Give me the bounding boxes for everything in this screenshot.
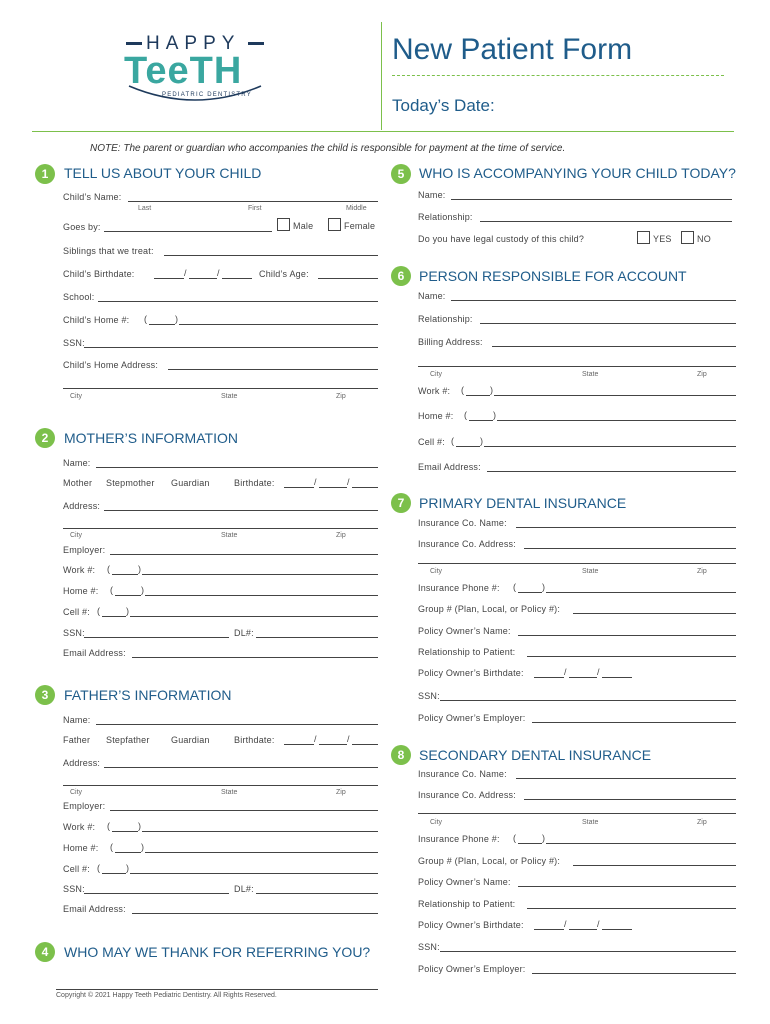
zip-sublabel: Zip xyxy=(336,789,346,796)
secondary-ins-phone-area[interactable] xyxy=(518,843,542,844)
mother-email-field[interactable] xyxy=(132,657,378,658)
paren-close: ) xyxy=(141,585,144,595)
secondary-ins-name-field[interactable] xyxy=(516,778,736,779)
childs-name-field[interactable] xyxy=(128,201,378,202)
child-home-address-field[interactable] xyxy=(168,369,378,370)
primary-owner-bd-month[interactable] xyxy=(534,677,564,678)
secondary-ssn-label: SSN: xyxy=(418,942,440,952)
city-sublabel: City xyxy=(70,393,83,400)
primary-owner-employer-label: Policy Owner’s Employer: xyxy=(418,713,526,723)
father-address-label: Address: xyxy=(63,758,101,768)
mother-cell-field[interactable] xyxy=(130,616,378,617)
header-divider-vertical xyxy=(381,22,382,130)
primary-ins-phone-area[interactable] xyxy=(518,592,542,593)
mother-birthdate-day[interactable] xyxy=(319,487,347,488)
father-home-area[interactable] xyxy=(115,852,141,853)
state-sublabel: State xyxy=(582,568,599,575)
section-1-title: TELL US ABOUT YOUR CHILD xyxy=(64,165,262,181)
slash: / xyxy=(564,919,567,929)
section-3-number: 3 xyxy=(35,685,55,705)
responsible-email-label: Email Address: xyxy=(418,462,481,472)
primary-ins-address-label: Insurance Co. Address: xyxy=(418,539,516,549)
paren-close: ) xyxy=(493,410,496,420)
father-cell-label: Cell #: xyxy=(63,864,90,874)
mother-email-label: Email Address: xyxy=(63,648,126,658)
secondary-owner-bd-day[interactable] xyxy=(569,929,597,930)
primary-relationship-label: Relationship to Patient: xyxy=(418,647,516,657)
mother-home-field[interactable] xyxy=(145,595,378,596)
responsible-relationship-field[interactable] xyxy=(480,323,736,324)
siblings-label: Siblings that we treat: xyxy=(63,246,154,256)
father-cell-field[interactable] xyxy=(130,873,378,874)
father-work-area[interactable] xyxy=(112,831,138,832)
child-home-address-label: Child’s Home Address: xyxy=(63,360,159,370)
mother-work-field[interactable] xyxy=(142,574,378,575)
mother-cell-label: Cell #: xyxy=(63,607,90,617)
zip-sublabel: Zip xyxy=(697,819,707,826)
stepfather-option[interactable]: Stepfather xyxy=(106,735,150,745)
child-home-phone-area[interactable] xyxy=(149,324,175,325)
guardian-option[interactable]: Guardian xyxy=(171,478,210,488)
secondary-group-label: Group # (Plan, Local, or Policy #): xyxy=(418,856,561,866)
responsible-cell-area[interactable] xyxy=(456,446,480,447)
secondary-owner-name-field[interactable] xyxy=(518,886,736,887)
custody-no-label: NO xyxy=(697,234,711,244)
paren-close: ) xyxy=(138,821,141,831)
accompany-relationship-field[interactable] xyxy=(480,221,732,222)
custody-yes-label: YES xyxy=(653,234,672,244)
secondary-relationship-label: Relationship to Patient: xyxy=(418,899,516,909)
primary-owner-name-field[interactable] xyxy=(518,635,736,636)
secondary-ins-address-field[interactable] xyxy=(524,799,736,800)
state-sublabel: State xyxy=(221,393,238,400)
child-ssn-field[interactable] xyxy=(84,347,378,348)
primary-ins-phone-field[interactable] xyxy=(546,592,736,593)
custody-question: Do you have legal custody of this child? xyxy=(418,234,585,244)
slash: / xyxy=(314,734,317,744)
primary-owner-employer-field[interactable] xyxy=(532,722,736,723)
billing-address-label: Billing Address: xyxy=(418,337,483,347)
section-8-number: 8 xyxy=(391,745,411,765)
logo-dash-right xyxy=(248,42,264,45)
child-home-phone-label: Child’s Home #: xyxy=(63,315,130,325)
mother-ssn-label: SSN: xyxy=(63,628,85,638)
city-sublabel: City xyxy=(430,568,443,575)
siblings-field[interactable] xyxy=(164,255,378,256)
mother-birthdate-month[interactable] xyxy=(284,487,314,488)
header-divider-horizontal xyxy=(32,131,734,132)
primary-relationship-field[interactable] xyxy=(527,656,736,657)
father-employer-label: Employer: xyxy=(63,801,106,811)
responsible-home-area[interactable] xyxy=(469,420,493,421)
city-sublabel: City xyxy=(70,789,83,796)
father-address-field[interactable] xyxy=(104,767,378,768)
responsible-work-label: Work #: xyxy=(418,386,451,396)
todays-date-label: Today’s Date: xyxy=(392,96,495,115)
responsible-name-label: Name: xyxy=(418,291,446,301)
primary-ssn-label: SSN: xyxy=(418,691,440,701)
responsible-home-field[interactable] xyxy=(497,420,736,421)
paren-open: ( xyxy=(110,842,113,852)
child-birthdate-month[interactable] xyxy=(154,278,184,279)
primary-group-field[interactable] xyxy=(573,613,736,614)
referral-field[interactable] xyxy=(56,989,378,990)
child-ssn-label: SSN: xyxy=(63,338,85,348)
responsible-cell-field[interactable] xyxy=(484,446,736,447)
primary-owner-name-label: Policy Owner’s Name: xyxy=(418,626,511,636)
father-work-field[interactable] xyxy=(142,831,378,832)
father-birthdate-day[interactable] xyxy=(319,744,347,745)
mother-name-label: Name: xyxy=(63,458,91,468)
billing-address-line2[interactable] xyxy=(418,366,736,367)
paren-open: ( xyxy=(451,436,454,446)
last-sublabel: Last xyxy=(138,205,152,212)
paren-open: ( xyxy=(110,585,113,595)
father-birthdate-year[interactable] xyxy=(352,744,378,745)
secondary-owner-birthdate-label: Policy Owner’s Birthdate: xyxy=(418,920,524,930)
mother-employer-label: Employer: xyxy=(63,545,106,555)
slash: / xyxy=(217,268,220,278)
primary-ins-address-line2[interactable] xyxy=(418,563,736,564)
paren-open: ( xyxy=(107,821,110,831)
state-sublabel: State xyxy=(221,532,238,539)
male-label: Male xyxy=(293,221,314,231)
responsible-relationship-label: Relationship: xyxy=(418,314,473,324)
header-dashed-line xyxy=(392,75,724,76)
paren-open: ( xyxy=(513,582,516,592)
logo-main-text: TeeTH xyxy=(124,50,243,92)
mother-birthdate-label: Birthdate: xyxy=(234,478,275,488)
paren-open: ( xyxy=(461,385,464,395)
school-field[interactable] xyxy=(98,301,378,302)
section-2-title: MOTHER’S INFORMATION xyxy=(64,430,238,446)
father-name-label: Name: xyxy=(63,715,91,725)
accompany-name-field[interactable] xyxy=(451,199,732,200)
goes-by-field[interactable] xyxy=(104,231,272,232)
zip-sublabel: Zip xyxy=(336,393,346,400)
secondary-ssn-field[interactable] xyxy=(440,951,736,952)
child-home-address-line2[interactable] xyxy=(63,388,378,389)
mother-birthdate-year[interactable] xyxy=(352,487,378,488)
child-age-label: Child’s Age: xyxy=(259,269,309,279)
paren-close: ) xyxy=(480,436,483,446)
father-email-field[interactable] xyxy=(132,913,378,914)
secondary-relationship-field[interactable] xyxy=(527,908,736,909)
responsible-work-field[interactable] xyxy=(494,395,736,396)
mother-home-area[interactable] xyxy=(115,595,141,596)
section-7-number: 7 xyxy=(391,493,411,513)
middle-sublabel: Middle xyxy=(346,205,367,212)
mother-address-label: Address: xyxy=(63,501,101,511)
primary-ins-phone-label: Insurance Phone #: xyxy=(418,583,500,593)
custody-no-checkbox[interactable] xyxy=(681,231,694,244)
paren-open: ( xyxy=(107,564,110,574)
section-2-number: 2 xyxy=(35,428,55,448)
primary-ssn-field[interactable] xyxy=(440,700,736,701)
slash: / xyxy=(347,734,350,744)
mother-ssn-field[interactable] xyxy=(84,637,229,638)
father-birthdate-label: Birthdate: xyxy=(234,735,275,745)
secondary-owner-employer-label: Policy Owner’s Employer: xyxy=(418,964,526,974)
primary-group-label: Group # (Plan, Local, or Policy #): xyxy=(418,604,561,614)
state-sublabel: State xyxy=(582,819,599,826)
father-birthdate-month[interactable] xyxy=(284,744,314,745)
paren-open: ( xyxy=(513,833,516,843)
child-birthdate-day[interactable] xyxy=(189,278,217,279)
secondary-owner-employer-field[interactable] xyxy=(532,973,736,974)
section-5-number: 5 xyxy=(391,164,411,184)
slash: / xyxy=(314,477,317,487)
custody-yes-checkbox[interactable] xyxy=(637,231,650,244)
father-dl-label: DL#: xyxy=(234,884,254,894)
mother-dl-label: DL#: xyxy=(234,628,254,638)
secondary-owner-bd-year[interactable] xyxy=(602,929,632,930)
section-5-title: WHO IS ACCOMPANYING YOUR CHILD TODAY? xyxy=(419,165,736,181)
paren-close: ) xyxy=(126,606,129,616)
paren-open: ( xyxy=(97,863,100,873)
slash: / xyxy=(347,477,350,487)
secondary-ins-phone-field[interactable] xyxy=(546,843,736,844)
logo-top-text: HAPPY xyxy=(146,33,241,54)
child-birthdate-year[interactable] xyxy=(222,278,252,279)
primary-ins-address-field[interactable] xyxy=(524,548,736,549)
child-home-phone-field[interactable] xyxy=(179,324,378,325)
secondary-owner-bd-month[interactable] xyxy=(534,929,564,930)
slash: / xyxy=(564,667,567,677)
section-8-title: SECONDARY DENTAL INSURANCE xyxy=(419,747,652,763)
city-sublabel: City xyxy=(430,371,443,378)
city-sublabel: City xyxy=(70,532,83,539)
mother-address-field[interactable] xyxy=(104,510,378,511)
stepmother-option[interactable]: Stepmother xyxy=(106,478,155,488)
section-4-title: WHO MAY WE THANK FOR REFERRING YOU? xyxy=(64,944,371,960)
zip-sublabel: Zip xyxy=(336,532,346,539)
paren-open: ( xyxy=(464,410,467,420)
father-work-label: Work #: xyxy=(63,822,96,832)
mother-employer-field[interactable] xyxy=(110,554,378,555)
section-7-title: PRIMARY DENTAL INSURANCE xyxy=(419,495,627,511)
father-employer-field[interactable] xyxy=(110,810,378,811)
state-sublabel: State xyxy=(221,789,238,796)
payment-note: NOTE: The parent or guardian who accompanies the child is responsible for payment at the time of service. xyxy=(90,143,566,154)
child-birthdate-label: Child’s Birthdate: xyxy=(63,269,135,279)
section-4-number: 4 xyxy=(35,942,55,962)
father-address-line2[interactable] xyxy=(63,785,378,786)
paren-close: ) xyxy=(542,833,545,843)
responsible-email-field[interactable] xyxy=(487,471,736,472)
page-title: New Patient Form xyxy=(392,33,633,66)
responsible-work-area[interactable] xyxy=(466,395,490,396)
secondary-ins-address-label: Insurance Co. Address: xyxy=(418,790,516,800)
slash: / xyxy=(597,919,600,929)
paren-close: ) xyxy=(138,564,141,574)
secondary-owner-name-label: Policy Owner’s Name: xyxy=(418,877,511,887)
section-6-title: PERSON RESPONSIBLE FOR ACCOUNT xyxy=(419,268,687,284)
primary-owner-bd-year[interactable] xyxy=(602,677,632,678)
logo-dash-left xyxy=(126,42,142,45)
section-6-number: 6 xyxy=(391,266,411,286)
father-option[interactable]: Father xyxy=(63,735,91,745)
paren-close: ) xyxy=(141,842,144,852)
father-ssn-field[interactable] xyxy=(84,893,229,894)
first-sublabel: First xyxy=(248,205,262,212)
logo-smile-icon xyxy=(125,84,265,106)
mother-work-area[interactable] xyxy=(112,574,138,575)
slash: / xyxy=(597,667,600,677)
father-home-label: Home #: xyxy=(63,843,99,853)
zip-sublabel: Zip xyxy=(697,568,707,575)
mother-option[interactable]: Mother xyxy=(63,478,93,488)
billing-address-field[interactable] xyxy=(492,346,736,347)
section-3-title: FATHER’S INFORMATION xyxy=(64,687,232,703)
guardian-option[interactable]: Guardian xyxy=(171,735,210,745)
state-sublabel: State xyxy=(582,371,599,378)
female-checkbox[interactable] xyxy=(328,218,341,231)
mother-address-line2[interactable] xyxy=(63,528,378,529)
primary-owner-birthdate-label: Policy Owner’s Birthdate: xyxy=(418,668,524,678)
secondary-ins-phone-label: Insurance Phone #: xyxy=(418,834,500,844)
secondary-ins-address-line2[interactable] xyxy=(418,813,736,814)
father-home-field[interactable] xyxy=(145,852,378,853)
paren-open: ( xyxy=(97,606,100,616)
father-cell-area[interactable] xyxy=(102,873,126,874)
secondary-group-field[interactable] xyxy=(573,865,736,866)
mother-name-field[interactable] xyxy=(96,467,378,468)
primary-ins-name-label: Insurance Co. Name: xyxy=(418,518,507,528)
paren-close: ) xyxy=(542,582,545,592)
responsible-name-field[interactable] xyxy=(451,300,736,301)
responsible-home-label: Home #: xyxy=(418,411,454,421)
mother-cell-area[interactable] xyxy=(102,616,126,617)
city-sublabel: City xyxy=(430,819,443,826)
primary-owner-bd-day[interactable] xyxy=(569,677,597,678)
responsible-cell-label: Cell #: xyxy=(418,437,445,447)
father-ssn-label: SSN: xyxy=(63,884,85,894)
paren-close: ) xyxy=(490,385,493,395)
mother-dl-field[interactable] xyxy=(256,637,378,638)
logo-sub-text: PEDIATRIC DENTISTRY xyxy=(162,92,252,98)
section-1-number: 1 xyxy=(35,164,55,184)
accompany-name-label: Name: xyxy=(418,190,446,200)
mother-home-label: Home #: xyxy=(63,586,99,596)
child-age-field[interactable] xyxy=(318,278,378,279)
primary-ins-name-field[interactable] xyxy=(516,527,736,528)
accompany-relationship-label: Relationship: xyxy=(418,212,473,222)
childs-name-label: Child’s Name: xyxy=(63,192,122,202)
mother-work-label: Work #: xyxy=(63,565,96,575)
zip-sublabel: Zip xyxy=(697,371,707,378)
paren-close: ) xyxy=(126,863,129,873)
paren-close: ) xyxy=(175,314,178,324)
secondary-ins-name-label: Insurance Co. Name: xyxy=(418,769,507,779)
goes-by-label: Goes by: xyxy=(63,222,101,232)
father-email-label: Email Address: xyxy=(63,904,126,914)
paren-open: ( xyxy=(144,314,147,324)
slash: / xyxy=(184,268,187,278)
school-label: School: xyxy=(63,292,95,302)
male-checkbox[interactable] xyxy=(277,218,290,231)
father-name-field[interactable] xyxy=(96,724,378,725)
copyright-text: Copyright © 2021 Happy Teeth Pediatric Dentistry. All Rights Reserved. xyxy=(56,992,277,999)
father-dl-field[interactable] xyxy=(256,893,378,894)
female-label: Female xyxy=(344,221,376,231)
